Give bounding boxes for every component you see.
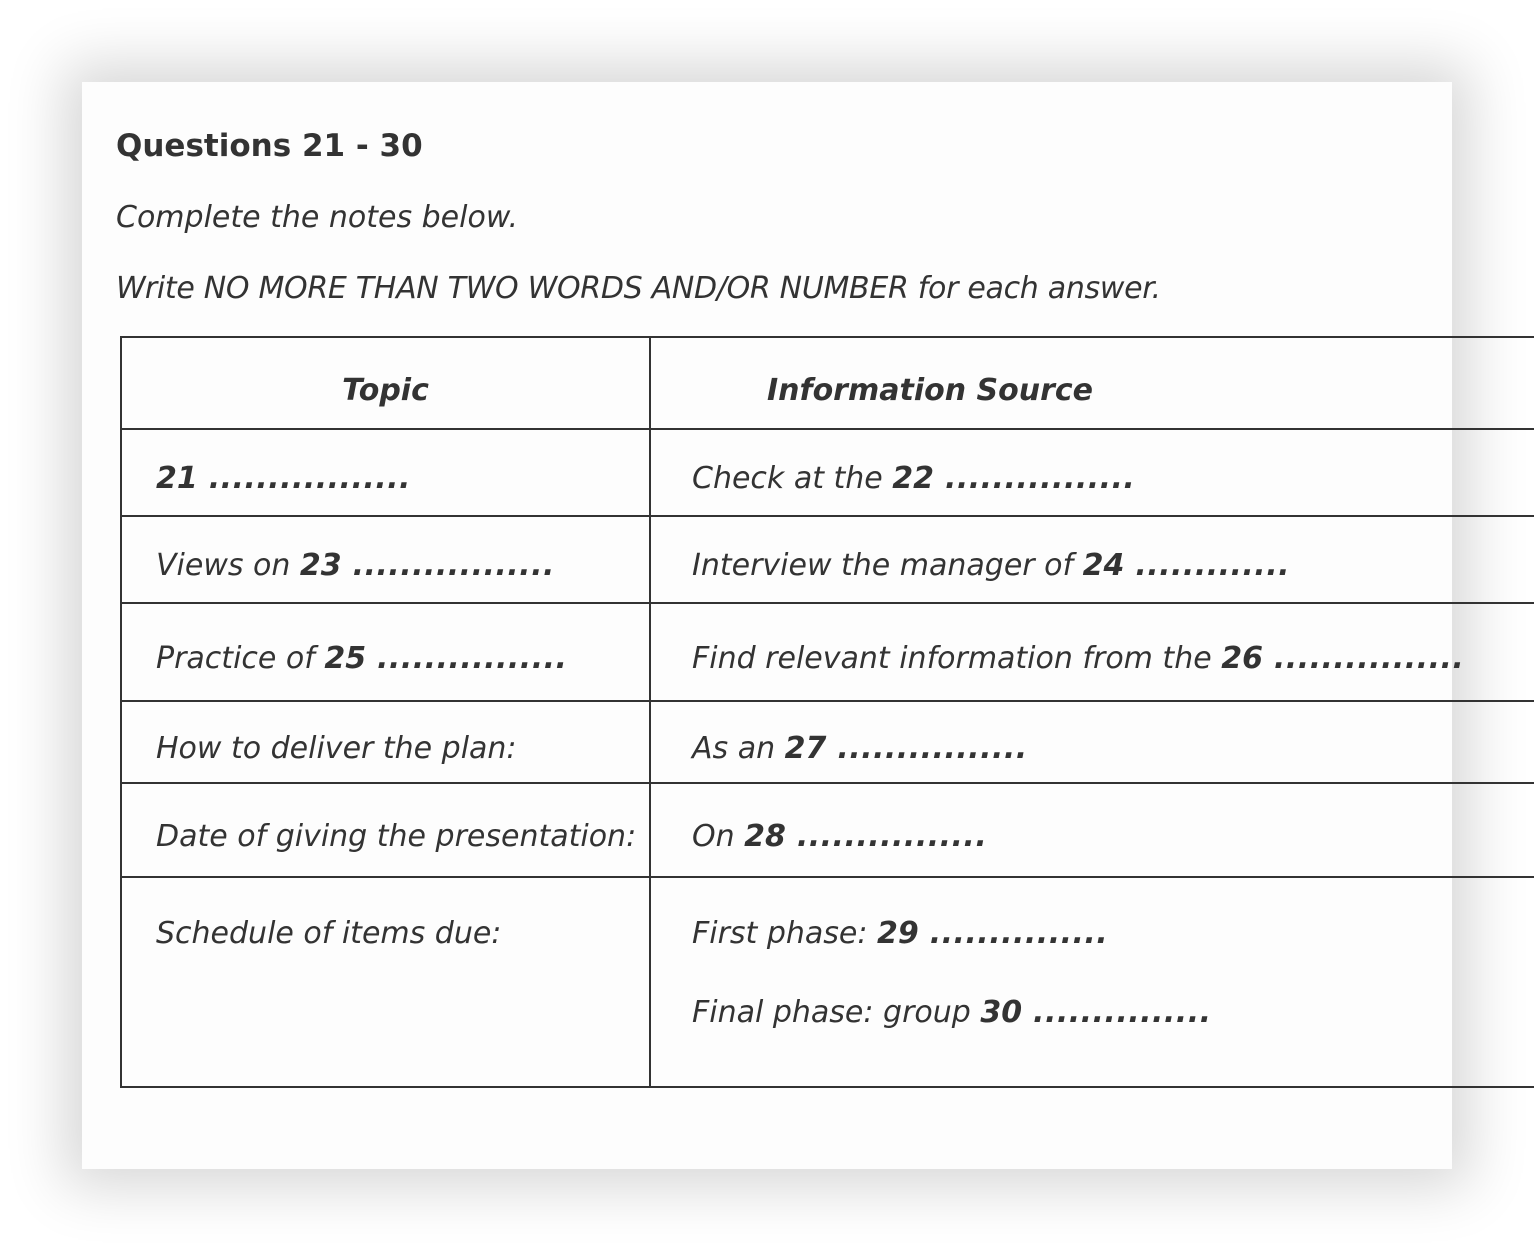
- instruction-word-limit: Write NO MORE THAN TWO WORDS AND/OR NUMBER for each answer.: [116, 271, 1161, 306]
- line-spacer: [692, 951, 1534, 995]
- table-row: [121, 877, 1534, 1087]
- gap-number: 21: [156, 461, 198, 496]
- gap-number: 26: [1221, 640, 1263, 676]
- answer-blank[interactable]: ................: [826, 730, 1028, 766]
- table-row: [121, 516, 1534, 603]
- answer-blank[interactable]: .................: [341, 548, 555, 583]
- gap-number: 23: [299, 548, 342, 583]
- topic-text: Schedule of items due:: [156, 916, 502, 951]
- answer-blank[interactable]: ...............: [1022, 995, 1212, 1030]
- topic-text: Date of giving the presentation:: [156, 818, 637, 854]
- topic-cell: [121, 877, 650, 1087]
- topic-text: Views on: [156, 548, 300, 583]
- table-row: [121, 783, 1534, 877]
- gap-number: 27: [784, 730, 827, 766]
- topic-text: How to deliver the plan:: [156, 730, 517, 766]
- source-cell: [650, 603, 1534, 701]
- answer-blank[interactable]: ................: [366, 640, 568, 676]
- topic-cell: [121, 701, 650, 783]
- gap-number: 24: [1082, 548, 1125, 583]
- notes-table: [120, 336, 1534, 1088]
- source-text: As an: [692, 730, 785, 766]
- source-text: Final phase: group: [692, 995, 981, 1030]
- source-cell: [650, 701, 1534, 783]
- header-information-source: Information Source: [650, 337, 1534, 429]
- source-text: First phase:: [692, 916, 878, 951]
- topic-cell: [121, 516, 650, 603]
- source-text: Find relevant information from the: [692, 640, 1222, 676]
- topic-cell: [121, 783, 650, 877]
- source-text: Interview the manager of: [692, 548, 1083, 583]
- gap-number: 29: [877, 916, 919, 951]
- answer-blank[interactable]: .................: [197, 461, 411, 496]
- topic-cell: [121, 603, 650, 701]
- answer-blank[interactable]: ................: [934, 461, 1136, 496]
- topic-text: Practice of: [156, 640, 325, 676]
- questions-heading: Questions 21 - 30: [116, 128, 423, 164]
- source-cell: [650, 429, 1534, 516]
- answer-blank[interactable]: ...............: [918, 916, 1109, 951]
- worksheet-card: [82, 82, 1465, 1169]
- gap-number: 25: [324, 640, 367, 676]
- answer-blank[interactable]: ................: [1262, 640, 1465, 676]
- source-cell: [650, 877, 1534, 1087]
- topic-cell: [121, 429, 650, 516]
- header-topic: Topic: [121, 337, 650, 429]
- table-row: [121, 603, 1534, 701]
- table-row: [121, 701, 1534, 783]
- source-cell: [650, 516, 1534, 603]
- answer-blank[interactable]: .............: [1124, 548, 1290, 583]
- answer-blank[interactable]: ................: [785, 818, 988, 854]
- gap-number: 30: [980, 995, 1023, 1030]
- table-row: [121, 429, 1534, 516]
- gap-number: 22: [892, 461, 935, 496]
- table-header-row: [121, 337, 1534, 429]
- source-text: On: [692, 818, 745, 854]
- source-text: Check at the: [692, 461, 893, 496]
- source-cell: [650, 783, 1534, 877]
- instruction-complete-notes: Complete the notes below.: [116, 200, 518, 235]
- gap-number: 28: [744, 818, 786, 854]
